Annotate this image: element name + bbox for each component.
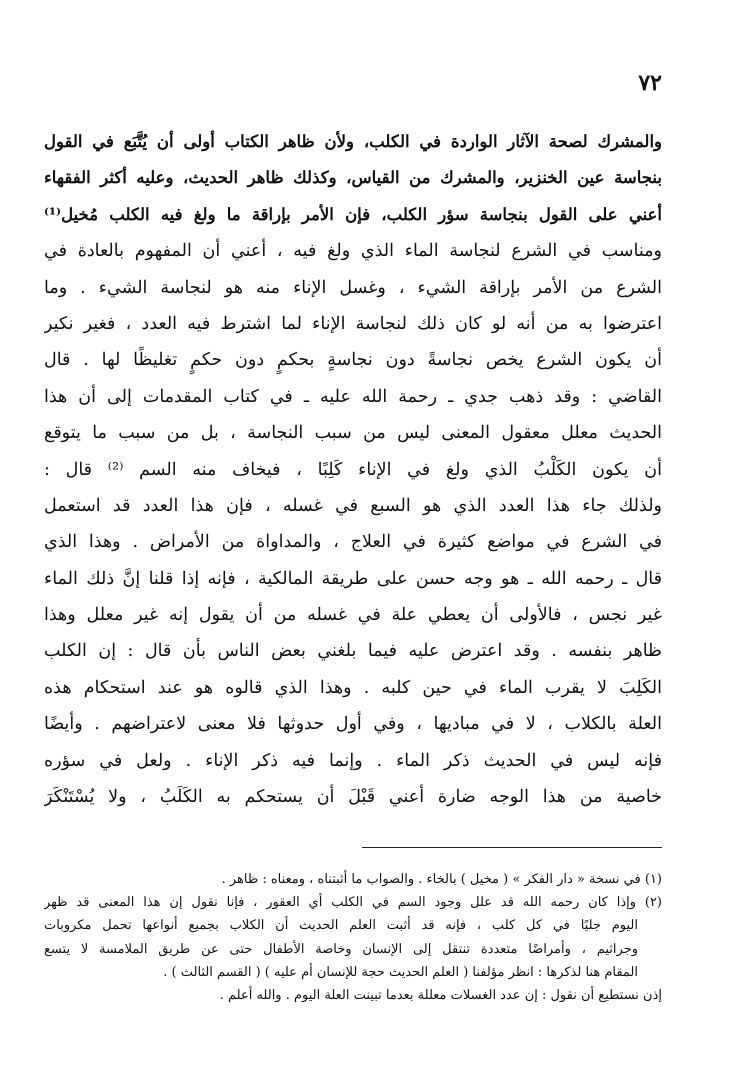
text-line: العلة بالكلاب ، لا في مباديها ، وفي أول حدوثها فلا معنى لاعتراضهم . وأيضًا [44, 714, 662, 735]
text-line: الحديث معلل معقول المعنى ليس من سبب النجاسة ، بل من سبب ما يتوقع [44, 423, 662, 444]
text-line: بنجاسة عين الخنزير، والمشرك من القياس، وكذلك ظاهر الحديث، وعليه أكثر الفقهاء [44, 168, 662, 188]
text-line: أعني على القول بنجاسة سؤر الكلب، فإن الأمر بإراقة ما ولغ فيه الكلب مُخيل⁽¹⁾ [44, 204, 662, 224]
text-line: في الشرع في مواضع كثيرة في العلاج ، والمداواة من الأمراض . وهذا الذي [44, 532, 662, 553]
text-line: فإنه ليس في الحديث ذكر الماء . وإنما فيه ذكر الإناء . ولعل في سؤره [44, 750, 662, 771]
footnotes [44, 868, 662, 1007]
footnote-2-cont: اليوم جليًا في كل كلب ، فإنه قد أثبت العلم الحديث أن الكلاب بجميع أنواعها تحمل مكروبات [44, 918, 638, 934]
main-text [44, 124, 662, 815]
text-line: الشرع من الأمر بإراقة الشيء ، وغسل الإناء منه هو لنجاسة الشيء . وما [44, 277, 662, 298]
footnote-1: (١) في نسخة « دار الفكر » ( مخيل ) بالخاء . والصواب ما أثبتناه ، ومعناه : ظاهر . [221, 872, 662, 887]
footnote-2-cont: إذن نستطيع أن نقول : إن عدد الغسلات معللة بعدما تبينت العلة اليوم . والله أعلم . [219, 987, 662, 1003]
text-line: اعترضوا به من أنه لو كان ذلك لنجاسة الإناء لما اشترط فيه العدد ، فغير نكير [44, 313, 662, 334]
text-line: قال ـ رحمه الله ـ هو وجه حسن على طريقة المالكية ، فإنه إذا قلنا إنَّ ذلك الماء [44, 568, 662, 589]
text-line: خاصية من هذا الوجه ضارة أعني قَبْلَ أن يستحكم به الكَلَبُ ، ولا يُسْتَنْكَرَ [44, 787, 662, 808]
footnote-2: (٢) وإذا كان رحمه الله قد علل وجود السم في الكلب أي العقور ، فإنا نقول إن هذا المعنى قد ظهر [44, 895, 662, 911]
page-number: ٧٢ [638, 70, 662, 96]
text-line: الكَلِبَ لا يقرب الماء في حين كلبه . وهذا الذي قالوه هو عند استحكام هذه [44, 677, 662, 698]
text-line: غير نجس ، فالأولى أن يعطي علة في غسله من أن يقول إنه غير معلل وهذا [44, 605, 662, 626]
text-line: ولذلك جاء هذا العدد الذي هو السبع في غسله ، فإن هذا العدد قد استعمل [44, 495, 662, 516]
text-line: القاضي : وقد ذهب جدي ـ رحمة الله عليه ـ في كتاب المقدمات إلى أن هذا [44, 386, 662, 407]
footnote-2-cont: المقام هنا لذكرها : انظر مؤلفنا ( العلم الحديث حجة للإنسان أم عليه ) ( القسم الثالث ) . [163, 964, 638, 980]
text-line: ومناسب في الشرع لنجاسة الماء الذي ولغ فيه ، أعني أن المفهوم بالعادة في [44, 241, 662, 262]
footnote-separator [362, 847, 662, 848]
text-line: والمشرك لصحة الآثار الواردة في الكلب، ولأن ظاهر الكتاب أولى أن يُتَّبَع في القول [44, 132, 662, 151]
text-line: أن يكون الشرع يخص نجاسةً دون نجاسةٍ بحكمٍ دون حكمٍ تغليظًا لها . قال [44, 350, 662, 371]
text-line: أن يكون الكَلْبُ الذي ولغ في الإناء كَلِبًا ، فيخاف منه السم ⁽²⁾ قال : [44, 459, 662, 480]
text-line: ظاهر بنفسه . وقد اعترض عليه فيما بلغني بعض الناس بأن قال : إن الكلب [44, 641, 662, 662]
footnote-2-cont: وجراثيم ، وأمراضًا متعددة تنتقل إلى الإنسان وخاصة الأطفال حتى عن طريق الملامسة لا يتسع [44, 941, 638, 957]
